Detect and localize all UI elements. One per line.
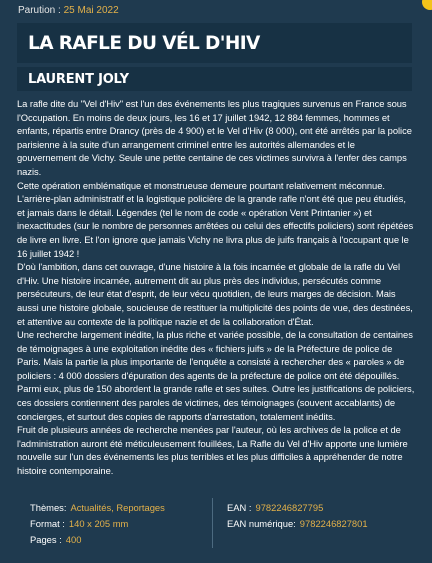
themes-row bbox=[30, 500, 165, 516]
publication-date-value: 25 Mai 2022 bbox=[63, 5, 119, 16]
ean-value: 9782246827795 bbox=[255, 502, 324, 513]
themes-label: Thèmes: bbox=[30, 502, 67, 513]
book-details bbox=[17, 494, 415, 554]
ean-numerique-value: 9782246827801 bbox=[299, 518, 368, 529]
summary-paragraph: Une recherche largement inédite, la plus riche et variée possible, de la consultation de centaines de témoignages à une exploitation inédite des « fichiers juifs » de la Préfecture de police de Paris. Mais la partie la plus importante de l'enquête a consisté à rechercher des « paroles » de policiers : 4 000 dossiers d'épuration des agents de la préfecture de police ont été dépouillés. Parmi eux, plus de 150 abordent la grande rafle et ses suites. Outre les justifications de policiers, ces dossiers contiennent des paroles de victimes, des témoignages (souvent accablants) de concierges, et surtout des copies de rapports d'arrestation, totalement inédits. bbox=[17, 329, 415, 422]
pages-label: Pages : bbox=[30, 534, 62, 545]
book-title: LA RAFLE DU VÉL D'HIV bbox=[28, 32, 260, 54]
themes-value[interactable]: Actualités, Reportages bbox=[70, 502, 165, 513]
summary-paragraph: La rafle dite du "Vel d'Hiv" est l'un des événements les plus tragiques survenus en France sous l'Occupation. En moins de deux jours, les 16 et 17 juillet 1942, 12 884 femmes, hommes et enfants, répartis entre Drancy (près de 4 900) et le Vel d'Hiv (8 000), ont été arrêtés par la police parisienne à la suite d'un arrangement criminel entre les autorités allemandes et le gouvernement de Vichy. Seule une petite centaine de ces victimes survivra à l'enfer des camps nazis. bbox=[17, 98, 412, 177]
corner-badge[interactable] bbox=[422, 0, 432, 10]
ean-row bbox=[227, 500, 368, 516]
summary-paragraph: D'où l'ambition, dans cet ouvrage, d'une histoire à la fois incarnée et globale de la rafle du Vel d'Hiv. Une histoire incarnée, autrement dit au plus près des individus, persécutés comme persécuteurs, de leur état d'esprit, de leur vécu quotidien, de leurs marges de décision. Mais aussi une histoire globale, soucieuse de restituer la multiplicité des points de vue, des destinées, et attentive au contexte de la politique nazie et de la collaboration d'État. bbox=[17, 261, 413, 327]
pages-value: 400 bbox=[65, 534, 82, 545]
details-left-column bbox=[30, 500, 165, 548]
title-banner bbox=[17, 23, 412, 63]
summary-paragraph: Cette opération emblématique et monstrueuse demeure pourtant relativement méconnue. L'arrière-plan administratif et la logistique policière de la grande rafle n'ont été que peu étudiés, et jamais dans le détail. Légendes (tel le nom de code « opération Vent Printanier ») et inexactitudes (sur le nombre de personnes arrêtées ou celui des effectifs policiers) sont répétées de livre en livre. Et l'on ignore que jamais Vichy ne livra plus de juifs français à l'occupant que le 16 juillet 1942 ! bbox=[17, 179, 414, 259]
publication-date bbox=[18, 4, 119, 17]
details-divider bbox=[212, 498, 213, 548]
ean-label: EAN : bbox=[227, 502, 252, 513]
details-right-column bbox=[227, 500, 368, 532]
ean-numerique-label: EAN numérique: bbox=[227, 518, 296, 529]
author-name[interactable]: LAURENT JOLY bbox=[28, 71, 129, 87]
format-value: 140 x 205 mm bbox=[68, 518, 129, 529]
format-label: Format : bbox=[30, 518, 65, 529]
ean-numerique-row bbox=[227, 516, 368, 532]
format-row bbox=[30, 516, 165, 532]
author-banner bbox=[17, 67, 412, 91]
summary-paragraph: Fruit de plusieurs années de recherche menées par l'auteur, où les archives de la police et de l'administration auront été méticuleusement fouillées, La Rafle du Vel d'Hiv apporte une lumière nouvelle sur l'un des événements les plus terribles et les plus difficiles à appréhender de notre histoire contemporaine. bbox=[17, 424, 408, 477]
publication-date-label: Parution : bbox=[18, 5, 61, 16]
pages-row bbox=[30, 532, 165, 548]
book-summary bbox=[17, 97, 415, 478]
